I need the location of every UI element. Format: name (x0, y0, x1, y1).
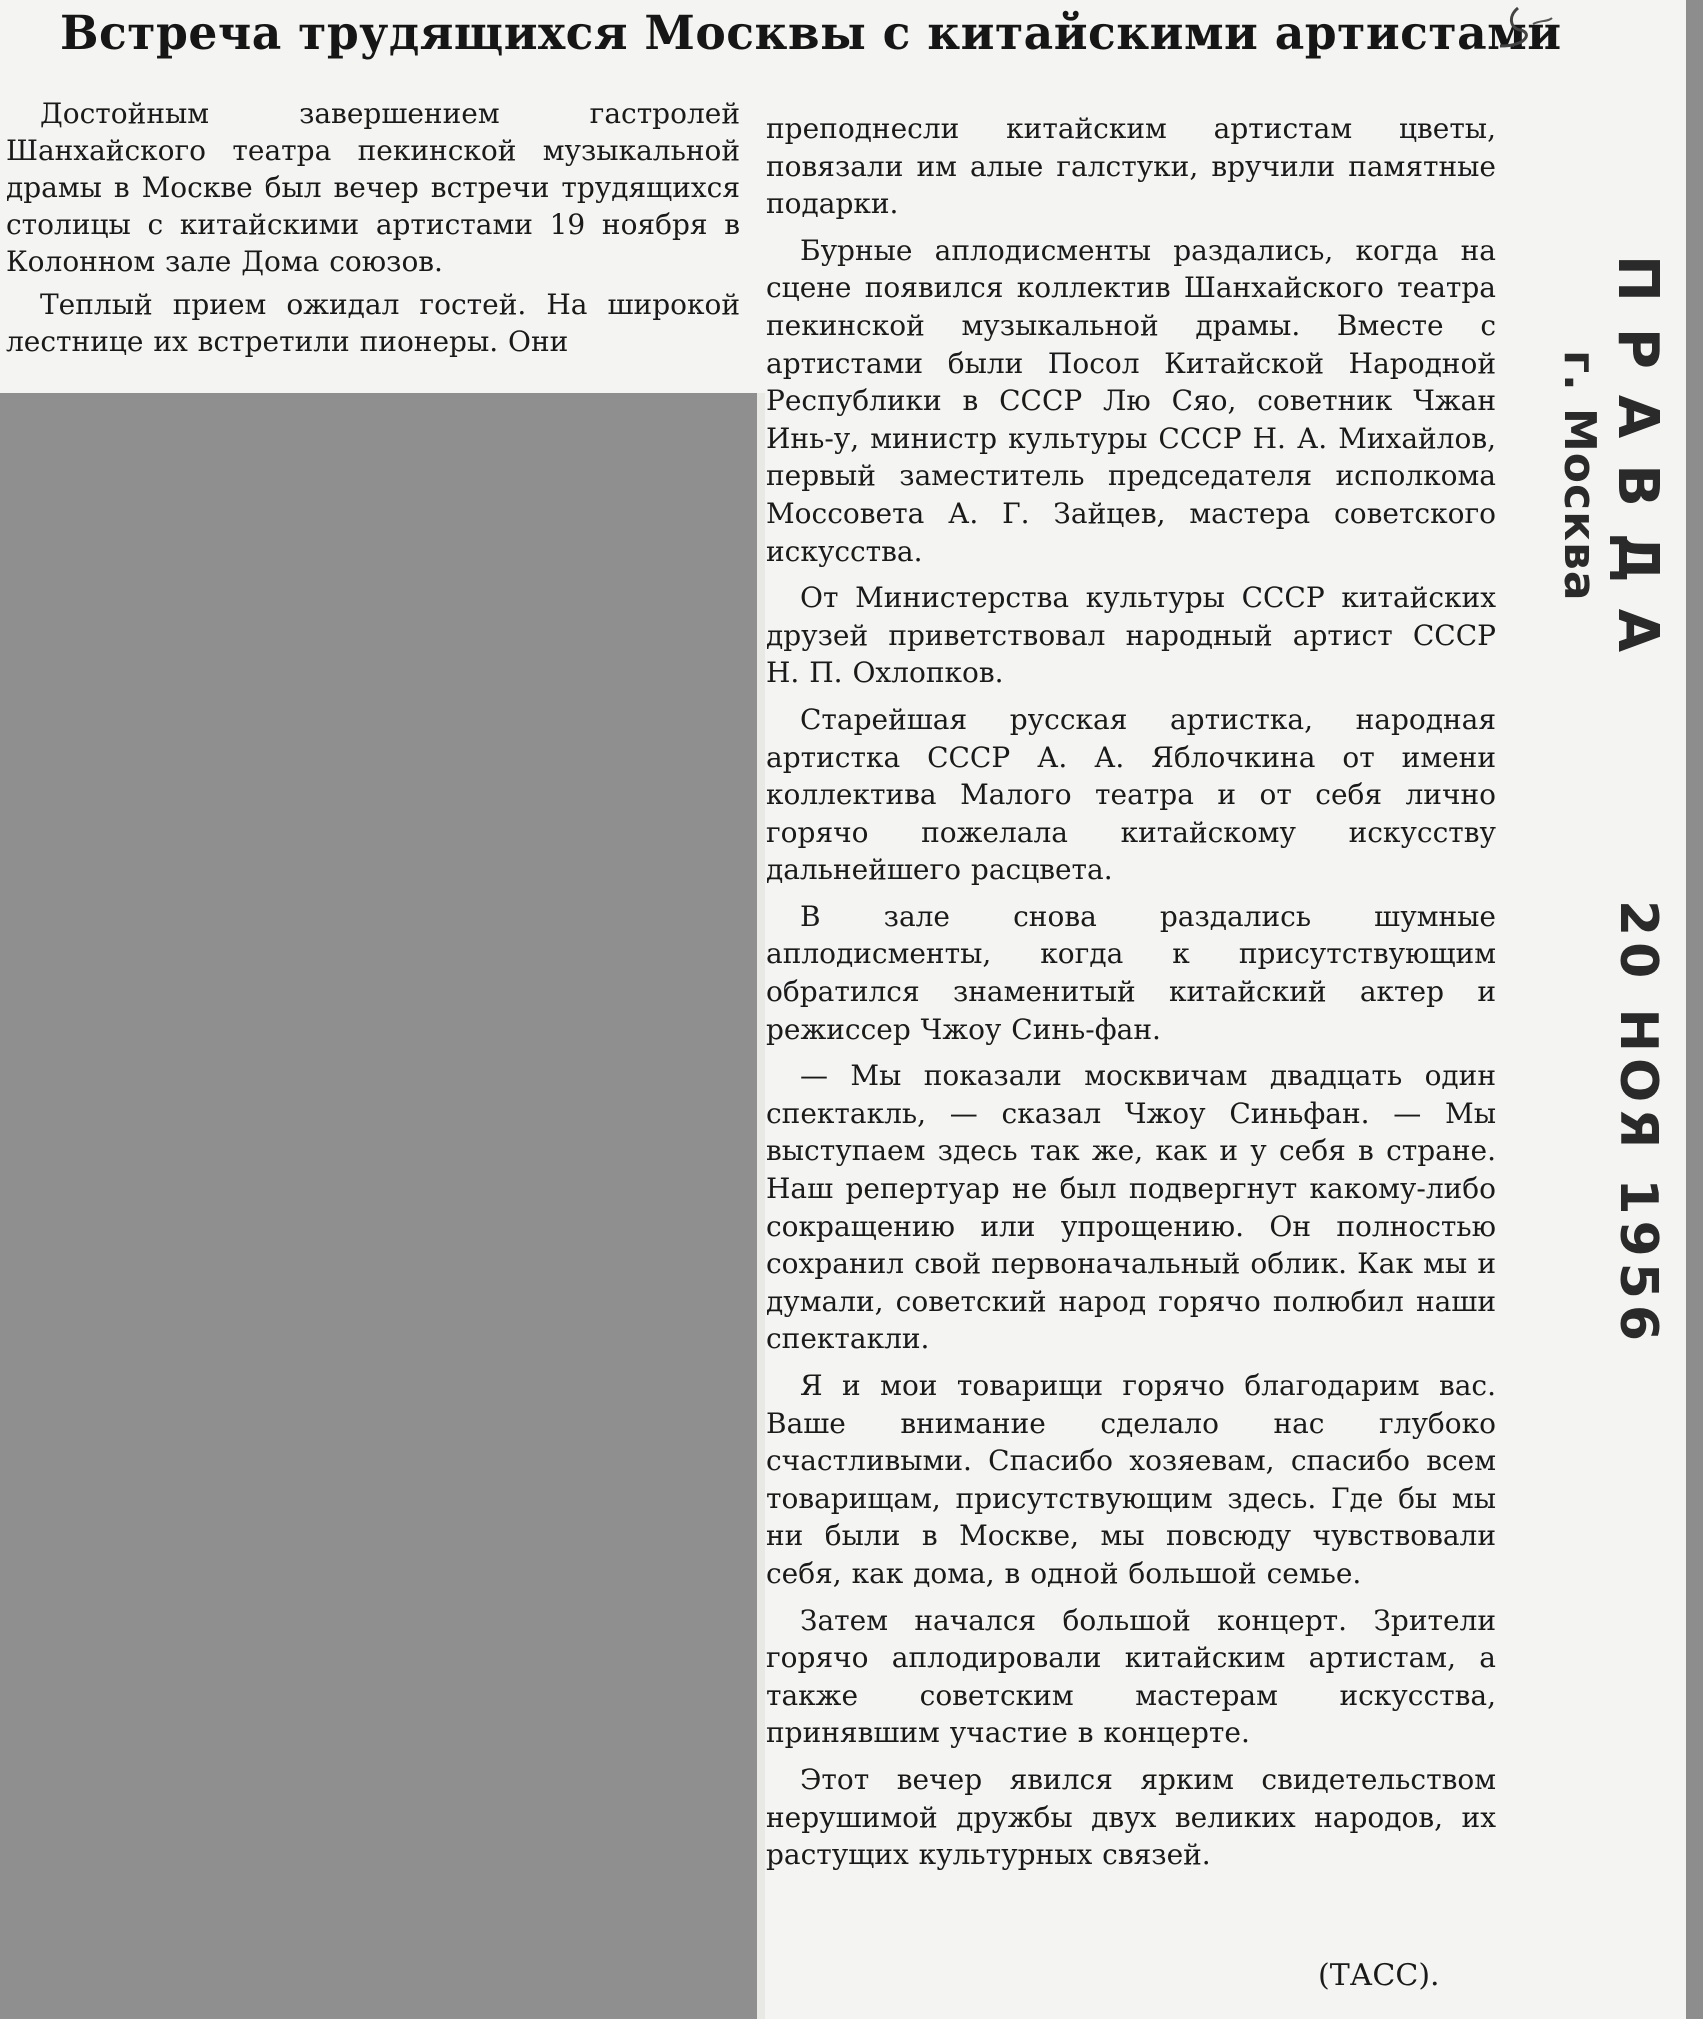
right-paragraph-4: Старейшая русская артистка, народная артистка СССР А. А. Яблочкина от имени коллектива Малого театра и от себя лично горячо пожелала китайскому искусству дальнейшего расцвета. (766, 702, 1496, 887)
stamp-city: г. Москва (1554, 350, 1605, 602)
source-attribution: (ТАСС). (1318, 1958, 1440, 1993)
stamp-date: 20 НОЯ 1956 (1608, 900, 1668, 1348)
pencil-mark-icon (1478, 6, 1558, 66)
right-paragraph-9: Этот вечер явился ярким свидетельством нерушимой дружбы двух великих народов, их растущих культурных связей. (766, 1762, 1496, 1872)
article-headline: Встреча трудящихся Москвы с китайскими артистами (60, 6, 1562, 61)
clipping-edge (757, 393, 765, 2019)
left-paragraph-1: Достойным завершением гастролей Шанхайского театра пекинской музыкальной драмы в Москве был вечер встречи трудящихся столицы с китайскими артистами 19 ноября в Колонном зале Дома союзов. (6, 97, 740, 278)
left-column (6, 95, 740, 366)
right-paragraph-1: преподнесли китайским артистам цветы, повязали им алые галстуки, вручили памятные подарки. (766, 112, 1496, 221)
right-column (766, 110, 1496, 1883)
gray-backing-panel (0, 393, 757, 2019)
right-paragraph-5: В зале снова раздались шумные аплодисменты, когда к присутствующим обратился знаменитый китайский актер и режиссер Чжоу Синь-фан. (766, 899, 1496, 1046)
right-paragraph-8: Затем начался большой концерт. Зрители горячо аплодировали китайским артистам, а также советским мастерам искусства, принявшим участие в концерте. (766, 1603, 1496, 1750)
stamp-newspaper-name: ПРАВДА (1605, 255, 1670, 679)
right-paragraph-6: — Мы показали москвичам двадцать один спектакль, — сказал Чжоу Синьфан. — Мы выступаем здесь так же, как и у себя в стране. Наш репертуар не был подвергнут какому-либо сокращению или упрощению. Он полностью сохранил свой первоначальный облик. Как мы и думали, советский народ горячо полюбил наши спектакли. (766, 1059, 1496, 1356)
right-paragraph-2: Бурные аплодисменты раздались, когда на сцене появился коллектив Шанхайского театра пекинской музыкальной драмы. Вместе с артистами были Посол Китайской Народной Республики в СССР Лю Сяо, советник Чжан Инь-у, министр культуры СССР Н. А. Михайлов, первый заместитель председателя исполкома Моссовета А. Г. Зайцев, мастера советского искусства. (766, 233, 1496, 568)
left-paragraph-2: Теплый прием ожидал гостей. На широкой лестнице их встретили пионеры. Они (6, 288, 740, 358)
right-paragraph-7: Я и мои товарищи горячо благодарим вас. Ваше внимание сделало нас глубоко счастливыми. Спасибо хозяевам, спасибо всем товарищам, присутствующим здесь. Где бы мы ни были в Москве, мы повсюду чувствовали себя, как дома, в одной большой семье. (766, 1369, 1496, 1590)
right-edge-strip (1686, 0, 1703, 2019)
right-paragraph-3: От Министерства культуры СССР китайских друзей приветствовал народный артист СССР Н. П. Охлопков. (766, 581, 1496, 690)
